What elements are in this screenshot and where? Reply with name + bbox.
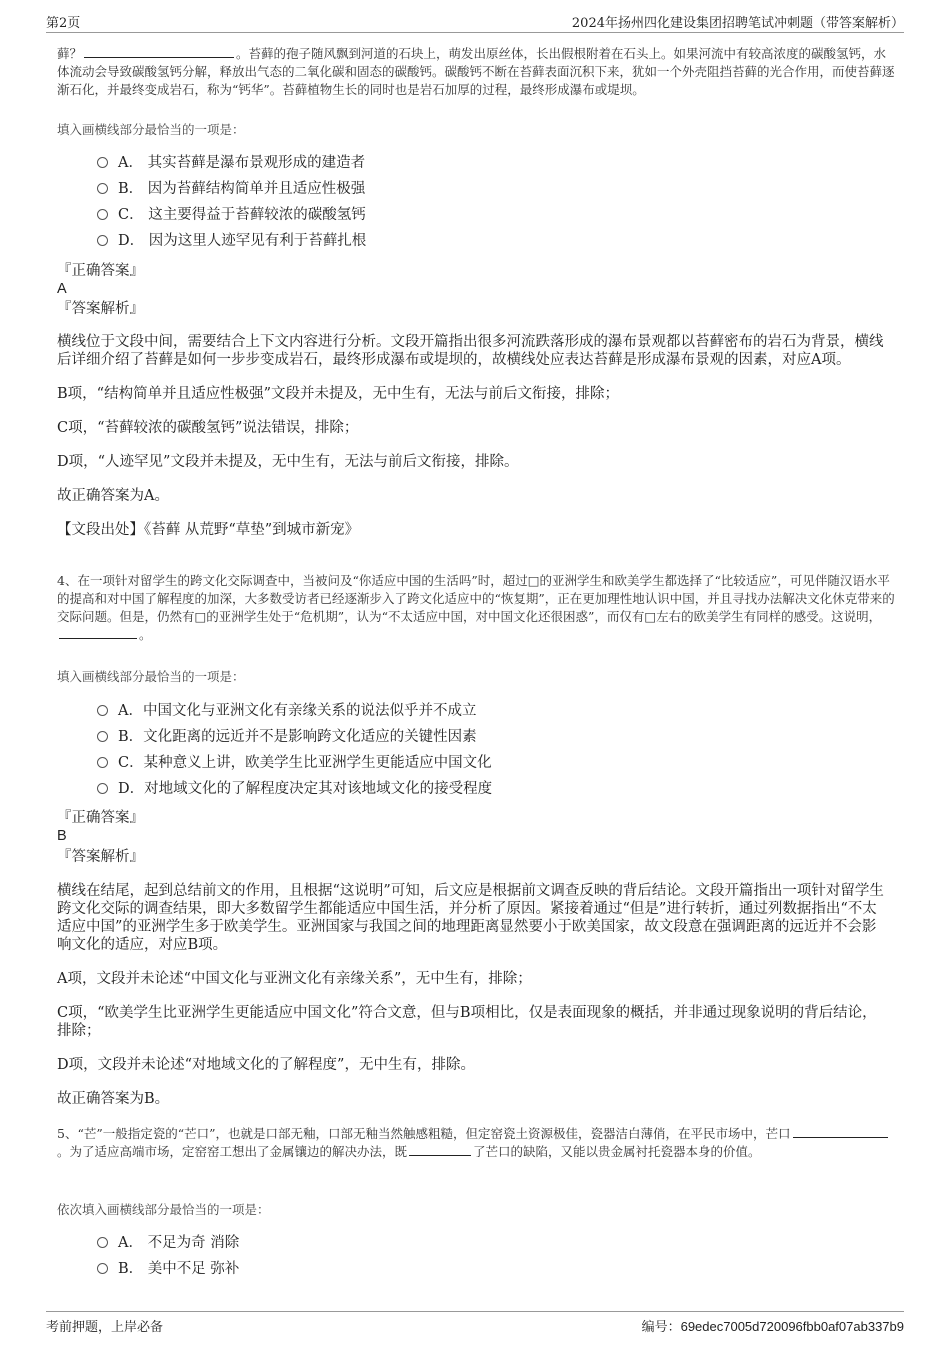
- q4-option-b[interactable]: B．文化距离的远近并不是影响跨文化适应的关键性因素: [97, 726, 492, 748]
- analysis-paragraph: C项，“苔藓较浓的碳酸氢钙”说法错误，排除；: [57, 420, 359, 436]
- q3-options: [97, 152, 366, 252]
- q5-option-b[interactable]: B． 美中不足 弥补: [97, 1258, 239, 1280]
- q4-option-a[interactable]: A．中国文化与亚洲文化有亲缘关系的说法似乎并不成立: [97, 700, 492, 722]
- q3-answer-label: 『正确答案』: [57, 263, 144, 279]
- q3-blank: [84, 45, 234, 58]
- q5-options: [97, 1232, 239, 1280]
- q4-option-c[interactable]: C．某种意义上讲，欧美学生比亚洲学生更能适应中国文化: [97, 752, 492, 774]
- analysis-paragraph: 故正确答案为A。: [57, 488, 169, 504]
- q4-option-d[interactable]: D．对地域文化的了解程度决定其对该地域文化的接受程度: [97, 778, 492, 800]
- q3-analysis: [57, 333, 889, 539]
- q5-option-a[interactable]: A． 不足为奇 消除: [97, 1232, 239, 1254]
- page-header: [46, 8, 904, 33]
- page-footer: [46, 1311, 904, 1342]
- page-number: 第2页: [46, 16, 81, 31]
- q3-answer: A: [57, 281, 67, 297]
- q4-blank: [59, 626, 137, 639]
- analysis-paragraph: D项，“人迹罕见”文段并未提及，无中生有，无法与前后文衔接，排除。: [57, 454, 519, 470]
- q3-analysis-label: 『答案解析』: [57, 301, 144, 317]
- radio-icon[interactable]: [97, 731, 108, 742]
- q3-passage: 藓？ 。苔藓的孢子随风飘到河道的石块上，萌发出原丝体，长出假根附着在石头上。如果河流中有较高浓度的碳酸氢钙，水体流动会导致碳酸氢钙分解，释放出气态的二氧化碳和固态的碳酸钙。碳酸钙不断在苔藓表面沉积下来，犹如一个外壳阻挡苔藓的光合作用，而使苔藓逐渐石化，并最终变成岩石，称为“钙华”。苔藓植物生长的同时也是岩石加厚的过程，最终形成瀑布或堤坝。: [57, 46, 895, 97]
- q5-blank-1: [793, 1125, 888, 1138]
- analysis-paragraph: C项，“欧美学生比亚洲学生更能适应中国文化”符合文意，但与B项相比，仅是表面现象的概括，并非通过现象说明的背后结论，排除；: [57, 1005, 877, 1039]
- q3-prompt: 填入画横线部分最恰当的一项是：: [57, 122, 245, 137]
- radio-icon[interactable]: [97, 1263, 108, 1274]
- q5-prompt: 依次填入画横线部分最恰当的一项是：: [57, 1202, 270, 1217]
- analysis-paragraph: A项，文段并未论述“中国文化与亚洲文化有亲缘关系”，无中生有，排除；: [57, 971, 532, 987]
- document-title: 2024年扬州四化建设集团招聘笔试冲刺题（带答案解析）: [571, 16, 904, 31]
- analysis-paragraph: D项，文段并未论述“对地域文化的了解程度”，无中生有，排除。: [57, 1057, 475, 1073]
- q4-analysis: [57, 882, 889, 1108]
- radio-icon[interactable]: [97, 183, 108, 194]
- radio-icon[interactable]: [97, 157, 108, 168]
- radio-icon[interactable]: [97, 235, 108, 246]
- q3-option-a[interactable]: A． 其实苔藓是瀑布景观形成的建造者: [97, 152, 366, 174]
- radio-icon[interactable]: [97, 783, 108, 794]
- q4-passage: 4、在一项针对留学生的跨文化交际调查中，当被问及“你适应中国的生活吗”时，超过□的亚洲学生和欧美学生都选择了“比较适应”，可见伴随汉语水平的提高和对中国了解程度的加深，大多数受访者已经逐渐步入了跨文化适应中的“恢复期”，正在更加理性地认识中国，并且寻找办法解决文化休克带来的交际问题。但是，仍然有□的亚洲学生处于“危机期”，认为“不太适应中国，对中国文化还很困惑”，而仅有□左右的欧美学生有同样的感受。这说明，。: [57, 573, 895, 642]
- q5-blank-2: [409, 1143, 471, 1156]
- analysis-paragraph: B项，“结构简单并且适应性极强”文段并未提及，无中生有，无法与前后文衔接，排除；: [57, 386, 619, 402]
- q5-passage: 5、“芒”一般指定瓷的“芒口”，也就是口部无釉，口部无釉当然触感粗糙，但定窑瓷土资源极佳，瓷器洁白薄俏，在平民市场中，芒口。为了适应高端市场，定窑窑工想出了金属镶边的解决办法，既 了芒口的缺陷，又能以贵金属衬托瓷器本身的价值。: [57, 1125, 897, 1161]
- radio-icon[interactable]: [97, 705, 108, 716]
- q3-option-c[interactable]: C． 这主要得益于苔藓较浓的碳酸氢钙: [97, 204, 366, 226]
- document-id: 编号：69edec7005d720096fbb0af07ab337b9: [641, 1319, 904, 1335]
- radio-icon[interactable]: [97, 1237, 108, 1248]
- analysis-paragraph: 横线位于文段中间，需要结合上下文内容进行分析。文段开篇指出很多河流跌落形成的瀑布景观都以苔藓密布的岩石为背景，横线后详细介绍了苔藓是如何一步步变成岩石，最终形成瀑布或堤坝的，故横线处应表达苔藓是形成瀑布景观的因素，对应A项。: [57, 334, 884, 368]
- q4-analysis-label: 『答案解析』: [57, 849, 144, 865]
- analysis-paragraph: 故正确答案为B。: [57, 1091, 170, 1107]
- radio-icon[interactable]: [97, 209, 108, 220]
- q3-option-b[interactable]: B． 因为苔藓结构简单并且适应性极强: [97, 178, 366, 200]
- q4-prompt: 填入画横线部分最恰当的一项是：: [57, 669, 245, 684]
- analysis-paragraph: 横线在结尾，起到总结前文的作用，且根据“这说明”可知，后文应是根据前文调查反映的背后结论。文段开篇指出一项针对留学生跨文化交际的调查结果，即大多数留学生都能适应中国生活，并分析了原因。紧接着通过“但是”进行转折，通过列数据指出“不太适应中国”的亚洲学生多于欧美学生。亚洲国家与我国之间的地理距离显然要小于欧美国家，故文段意在强调距离的远近并不会影响文化的适应，对应B项。: [57, 883, 884, 953]
- radio-icon[interactable]: [97, 757, 108, 768]
- q4-answer: B: [57, 828, 67, 844]
- footer-slogan: 考前押题，上岸必备: [46, 1320, 164, 1335]
- source-note: 【文段出处】《苔藓 从荒野“草垫”到城市新宠》: [57, 522, 360, 538]
- q4-options: [97, 700, 492, 800]
- q3-option-d[interactable]: D． 因为这里人迹罕见有利于苔藓扎根: [97, 230, 366, 252]
- q4-answer-label: 『正确答案』: [57, 810, 144, 826]
